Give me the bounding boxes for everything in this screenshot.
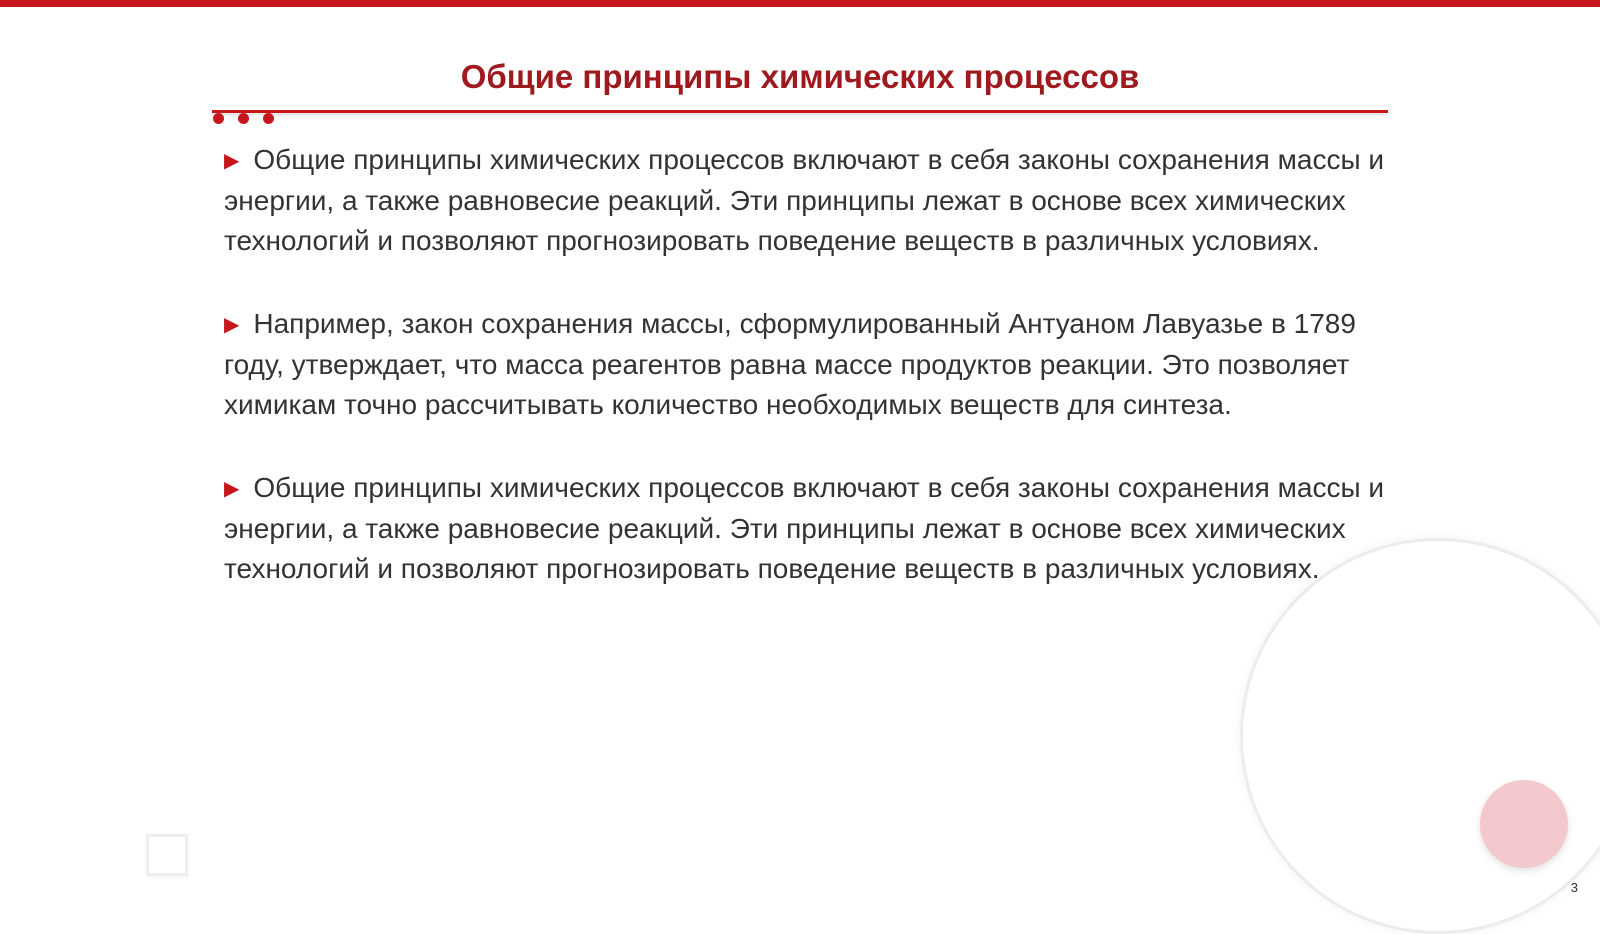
bullet-item [224,468,1384,589]
bullet-item [224,304,1384,425]
triangle-bullet-icon: ▶ [224,150,240,172]
bullet-item [224,140,1384,261]
top-accent-bar [0,0,1600,7]
triangle-bullet-icon: ▶ [224,478,240,500]
bullet-list [224,140,1384,632]
bullet-text: Общие принципы химических процессов включают в себя законы сохранения массы и энергии, а также равновесие реакций. Эти принципы лежат в основе всех химических технологий и позволяют прогнозировать поведение веществ в различных условиях. [224,472,1384,584]
slide-title: Общие принципы химических процессов [460,58,1140,95]
page-number: 3 [1570,880,1578,895]
underline-dot [213,113,224,124]
triangle-bullet-icon: ▶ [224,314,240,336]
decorative-pink-circle [1480,780,1568,868]
underline-dot [238,113,249,124]
bullet-text: Общие принципы химических процессов включают в себя законы сохранения массы и энергии, а также равновесие реакций. Эти принципы лежат в основе всех химических технологий и позволяют прогнозировать поведение веществ в различных условиях. [224,144,1384,256]
underline-dot [263,113,274,124]
decorative-square [146,834,188,876]
bullet-text: Например, закон сохранения массы, сформулированный Антуаном Лавуазье в 1789 году, утверждает, что масса реагентов равна массе продуктов реакции. Это позволяет химикам точно рассчитывать количество необходимых веществ для синтеза. [224,308,1356,420]
title-underline [212,110,1388,113]
